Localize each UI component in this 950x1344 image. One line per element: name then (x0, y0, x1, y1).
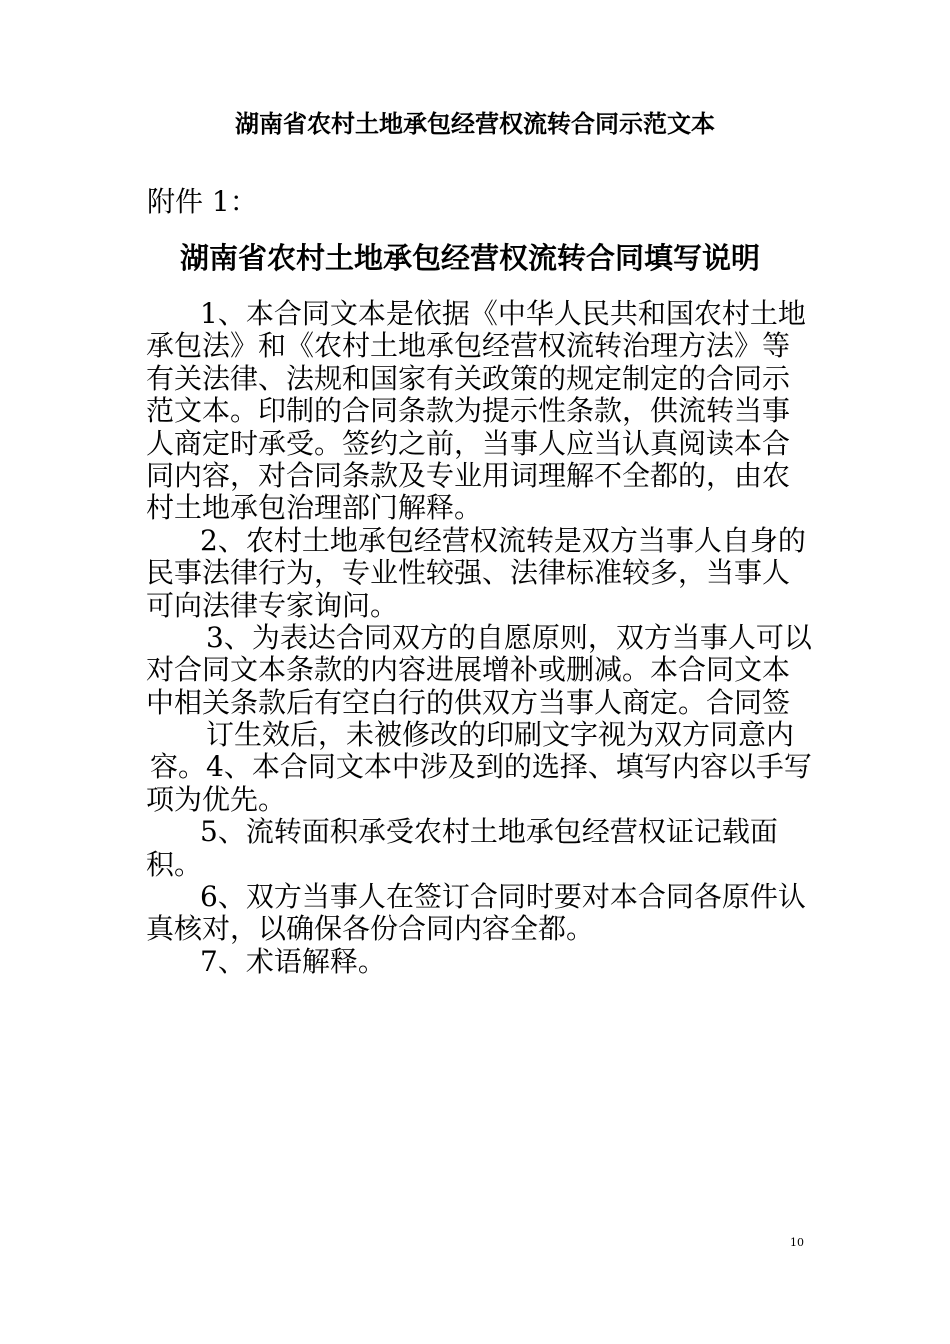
body-line: 村土地承包治理部门解释。 (146, 491, 483, 525)
body-line: 承包法》和《农村土地承包经营权流转治理方法》等 (146, 329, 791, 363)
body-line: 项为优先。 (146, 782, 287, 816)
body-line: 6、双方当事人在签订合同时要对本合同各原件认 (200, 880, 806, 914)
page-header-title: 湖南省农村土地承包经营权流转合同示范文本 (235, 110, 715, 138)
body-line: 2、农村土地承包经营权流转是双方当事人自身的 (200, 523, 806, 557)
body-line: 同内容，对合同条款及专业用词理解不全都的，由农 (146, 458, 791, 492)
body-line: 中相关条款后有空白行的供双方当事人商定。合同签 (146, 685, 791, 719)
body-line: 容。4、本合同文本中涉及到的选择、填写内容以手写 (150, 750, 812, 784)
body-line: 民事法律行为，专业性较强、法律标准较多，当事人 (146, 556, 791, 590)
body-line: 订生效后，未被修改的印刷文字视为双方同意内 (206, 718, 795, 752)
body-line: 真核对，以确保各份合同内容全都。 (146, 912, 595, 946)
body-line: 对合同文本条款的内容进展增补或删减。本合同文本 (146, 653, 791, 687)
body-line: 范文本。印制的合同条款为提示性条款，供流转当事 (146, 394, 791, 428)
instructions-body (146, 298, 812, 978)
body-line: 5、流转面积承受农村土地承包经营权证记载面 (200, 815, 778, 849)
body-line: 1、本合同文本是依据《中华人民共和国农村土地 (200, 297, 806, 330)
body-line: 人商定时承受。签约之前，当事人应当认真阅读本合 (146, 426, 791, 460)
body-line: 3、为表达合同双方的自愿原则，双方当事人可以 (206, 620, 812, 654)
attachment-label: 附件 1： (147, 185, 258, 218)
body-line: 7、术语解释。 (200, 944, 386, 978)
body-line: 可向法律专家询问。 (146, 588, 399, 622)
document-title: 湖南省农村土地承包经营权流转合同填写说明 (179, 241, 760, 275)
page-number: 10 (790, 1236, 804, 1249)
body-line: 积。 (146, 847, 203, 881)
body-line: 有关法律、法规和国家有关政策的规定制定的合同示 (146, 361, 791, 395)
